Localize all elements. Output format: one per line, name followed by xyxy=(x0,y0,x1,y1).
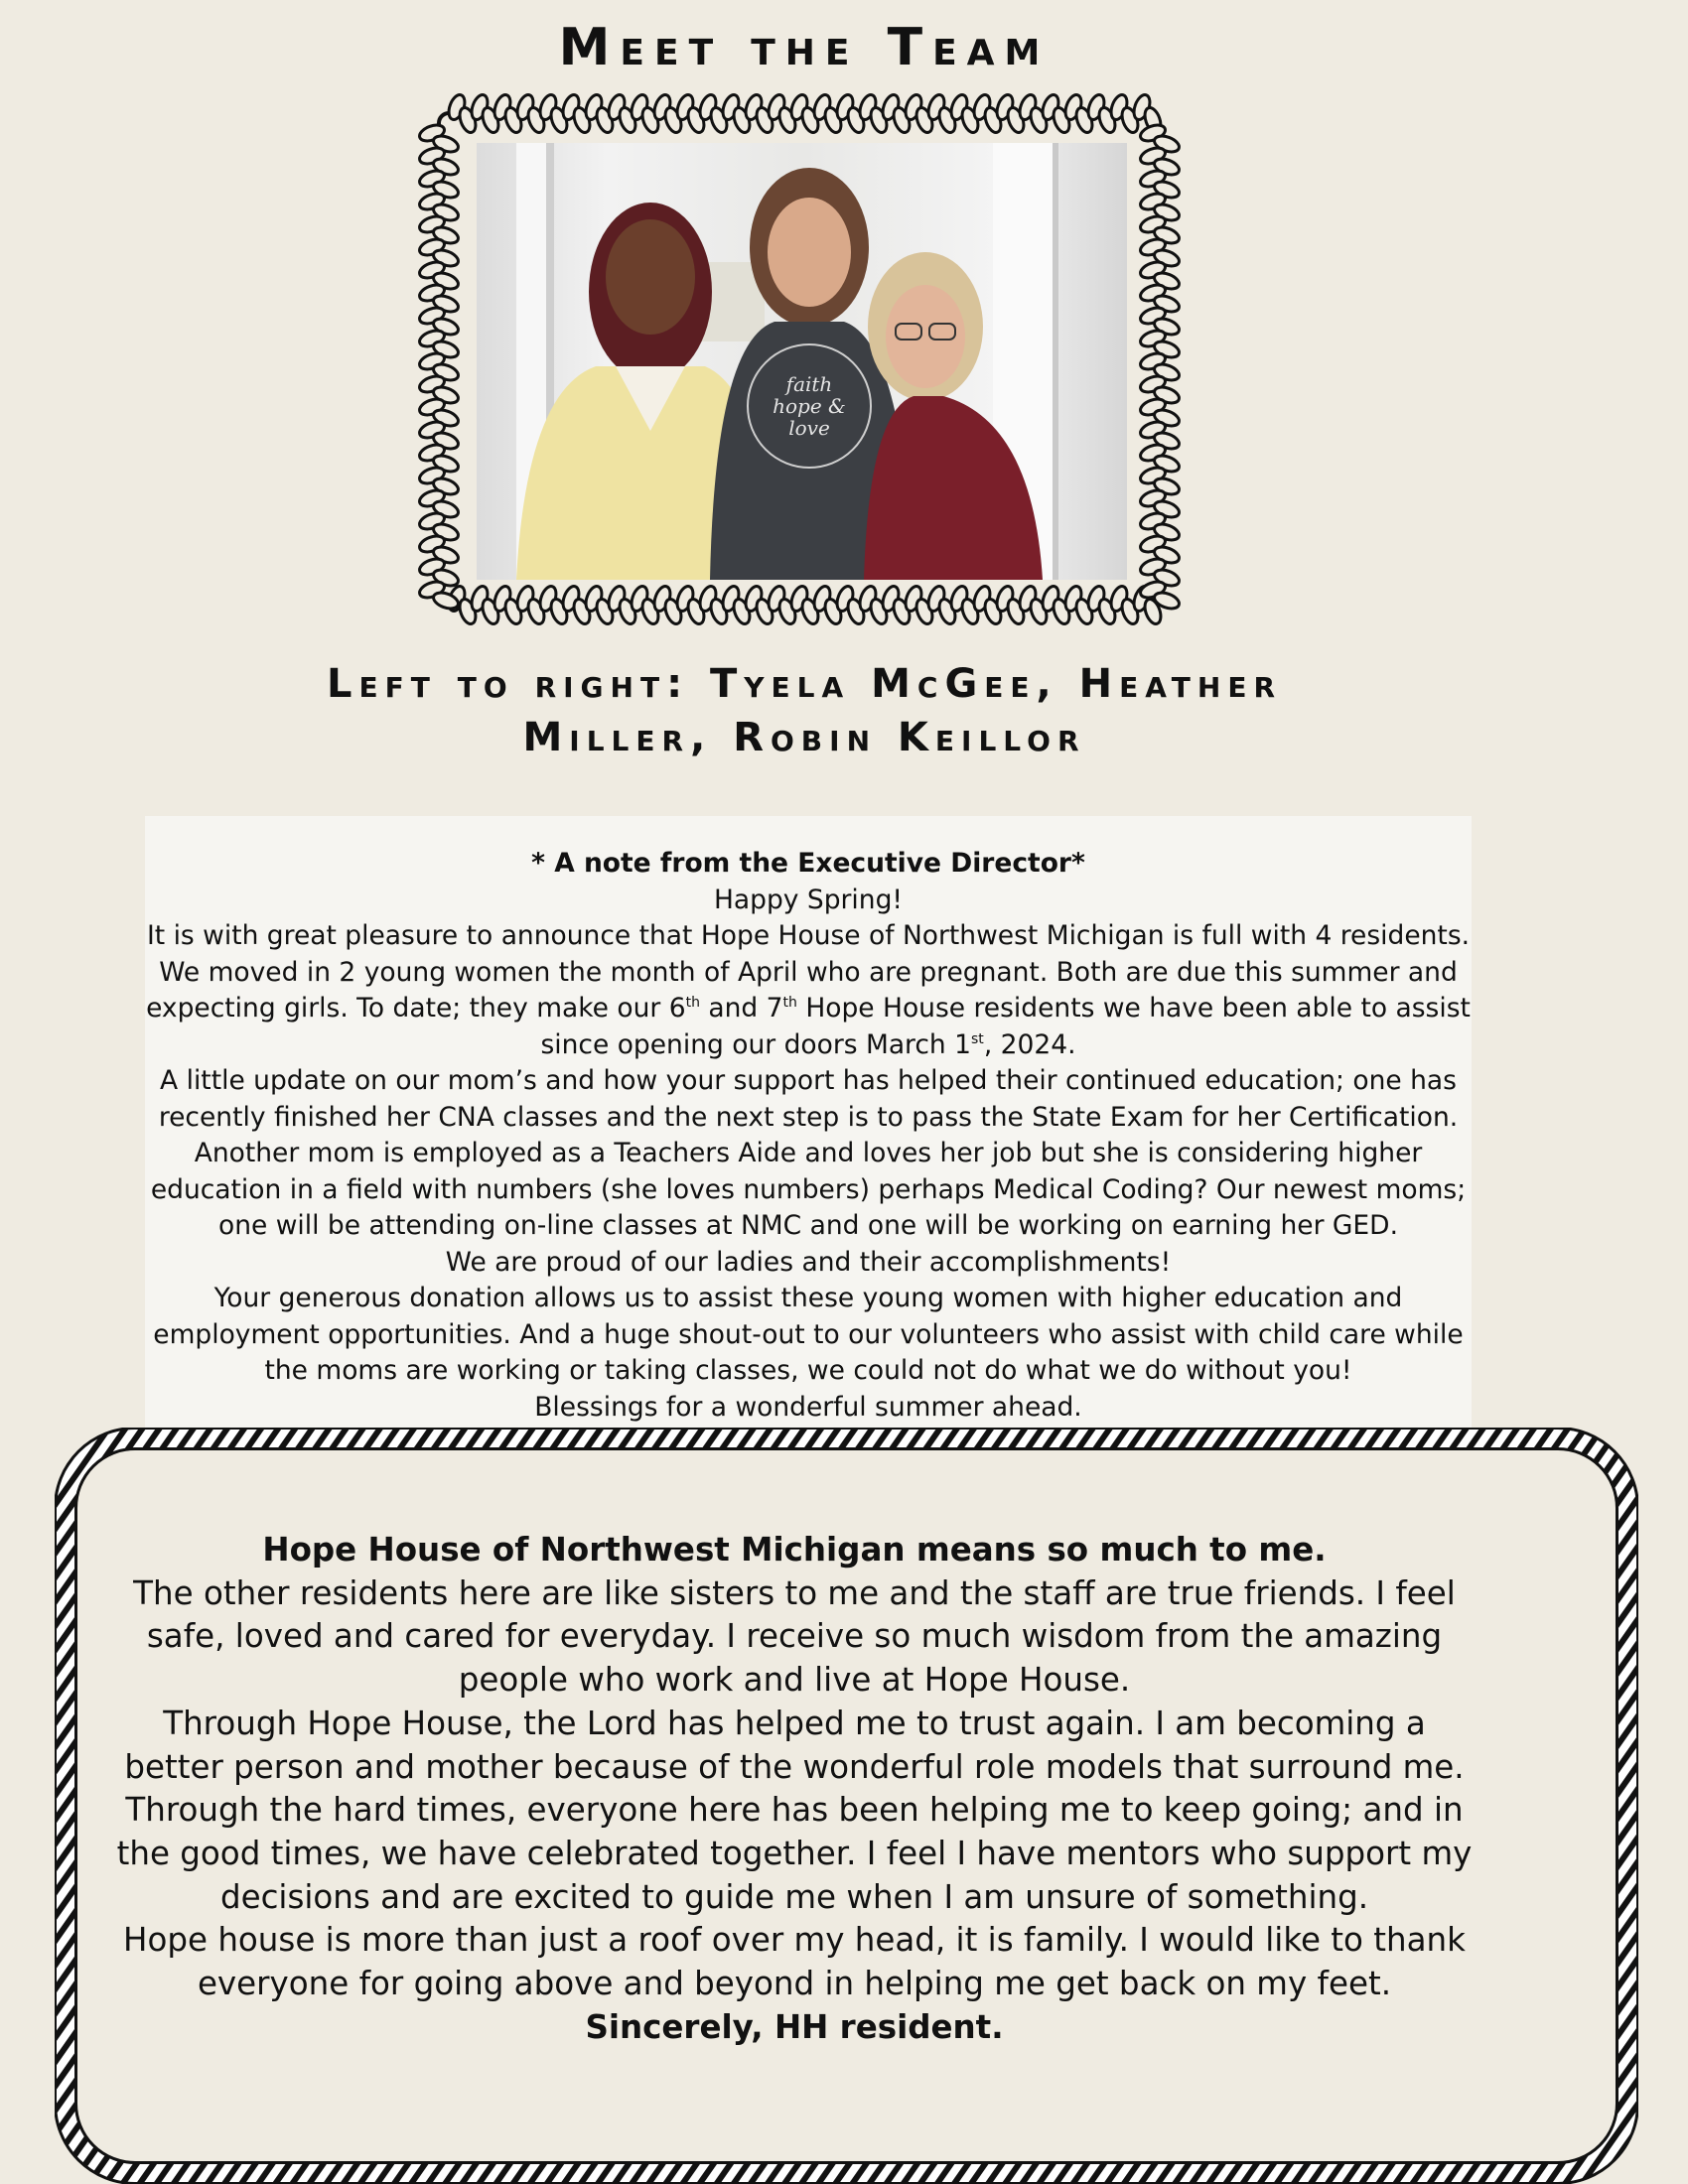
testimonial-paragraph-1: The other residents here are like sisters to me and the staff are true friends. I feel safe, loved and cared for everyday. I receive so much wisdom from the amazing people who work and live at Hope House. xyxy=(133,1573,1456,1700)
sup-th-1: th xyxy=(685,995,700,1012)
testimonial-heading: Hope House of Northwest Michigan means so much to me. xyxy=(262,1531,1327,1569)
leaf-border-frame xyxy=(417,91,1182,627)
director-note-greeting: Happy Spring! xyxy=(713,884,904,915)
director-note xyxy=(145,816,1472,1432)
shirt-text-1: faith xyxy=(785,372,833,396)
p1-a: It is with great pleasure to announce that Hope House of Northwest Michigan is full with 4 residents. We moved in 2 young women the month of April who are pregnant. Both are due this summer and expecting girls. To date; they make our 6 xyxy=(146,920,1471,1024)
resident-testimonial xyxy=(109,1529,1479,2049)
p1-d: , 2024. xyxy=(983,1028,1076,1060)
testimonial-signoff: Sincerely, HH resident. xyxy=(585,2007,1004,2046)
director-note-heading: * A note from the Executive Director* xyxy=(531,848,1085,879)
shirt-text-3: love xyxy=(788,416,830,440)
testimonial-paragraph-2: Through Hope House, the Lord has helped me to trust again. I am becoming a better person and mother because of the wonderful role models that surround me. Through the hard times, everyone here has been helping me to keep going; and in the good times, we have celebrated together. I feel I have mentors who support my decisions and are excited to guide me when I am unsure of something. xyxy=(116,1704,1473,1916)
p1-b: and 7 xyxy=(699,993,783,1024)
director-note-paragraph-4: Your generous donation allows us to assist these young women with higher education and employment opportunities. And a huge shout-out to our volunteers who assist with child care while the moms are working or taking classes, we could not do what we do without you! xyxy=(153,1283,1464,1386)
team-caption-line-1: Left to right: Tyela McGee, Heather xyxy=(326,661,1283,707)
team-photo-frame xyxy=(417,91,1182,627)
team-caption xyxy=(238,657,1370,764)
sup-st: st xyxy=(971,1030,984,1047)
shirt-text-2: hope & xyxy=(773,394,846,418)
director-note-paragraph-2: A little update on our mom’s and how your support has helped their continued education; one has recently finished her CNA classes and the next step is to pass the State Exam for her Certification. Another mom is employed as a Teachers Aide and loves her job but she is considering higher education in a field with numbers (she loves numbers) perhaps Medical Coding? Our newest moms; one will be attending on-line classes at NMC and one will be working on earning her GED. xyxy=(150,1065,1467,1241)
sup-th-2: th xyxy=(782,995,797,1012)
team-caption-line-2: Miller, Robin Keillor xyxy=(522,715,1086,760)
p1-c: Hope House residents we have been able to assist since opening our doors March 1 xyxy=(540,993,1471,1060)
director-note-paragraph-5: Blessings for a wonderful summer ahead. xyxy=(534,1391,1082,1423)
director-note-paragraph-3: We are proud of our ladies and their accomplishments! xyxy=(445,1246,1172,1278)
page-title: Meet the Team xyxy=(558,18,1051,77)
director-note-paragraph-1 xyxy=(145,918,1472,1063)
testimonial-paragraph-3: Hope house is more than just a roof over my head, it is family. I would like to thank everyone for going above and beyond in helping me get back on my feet. xyxy=(123,1921,1466,2003)
